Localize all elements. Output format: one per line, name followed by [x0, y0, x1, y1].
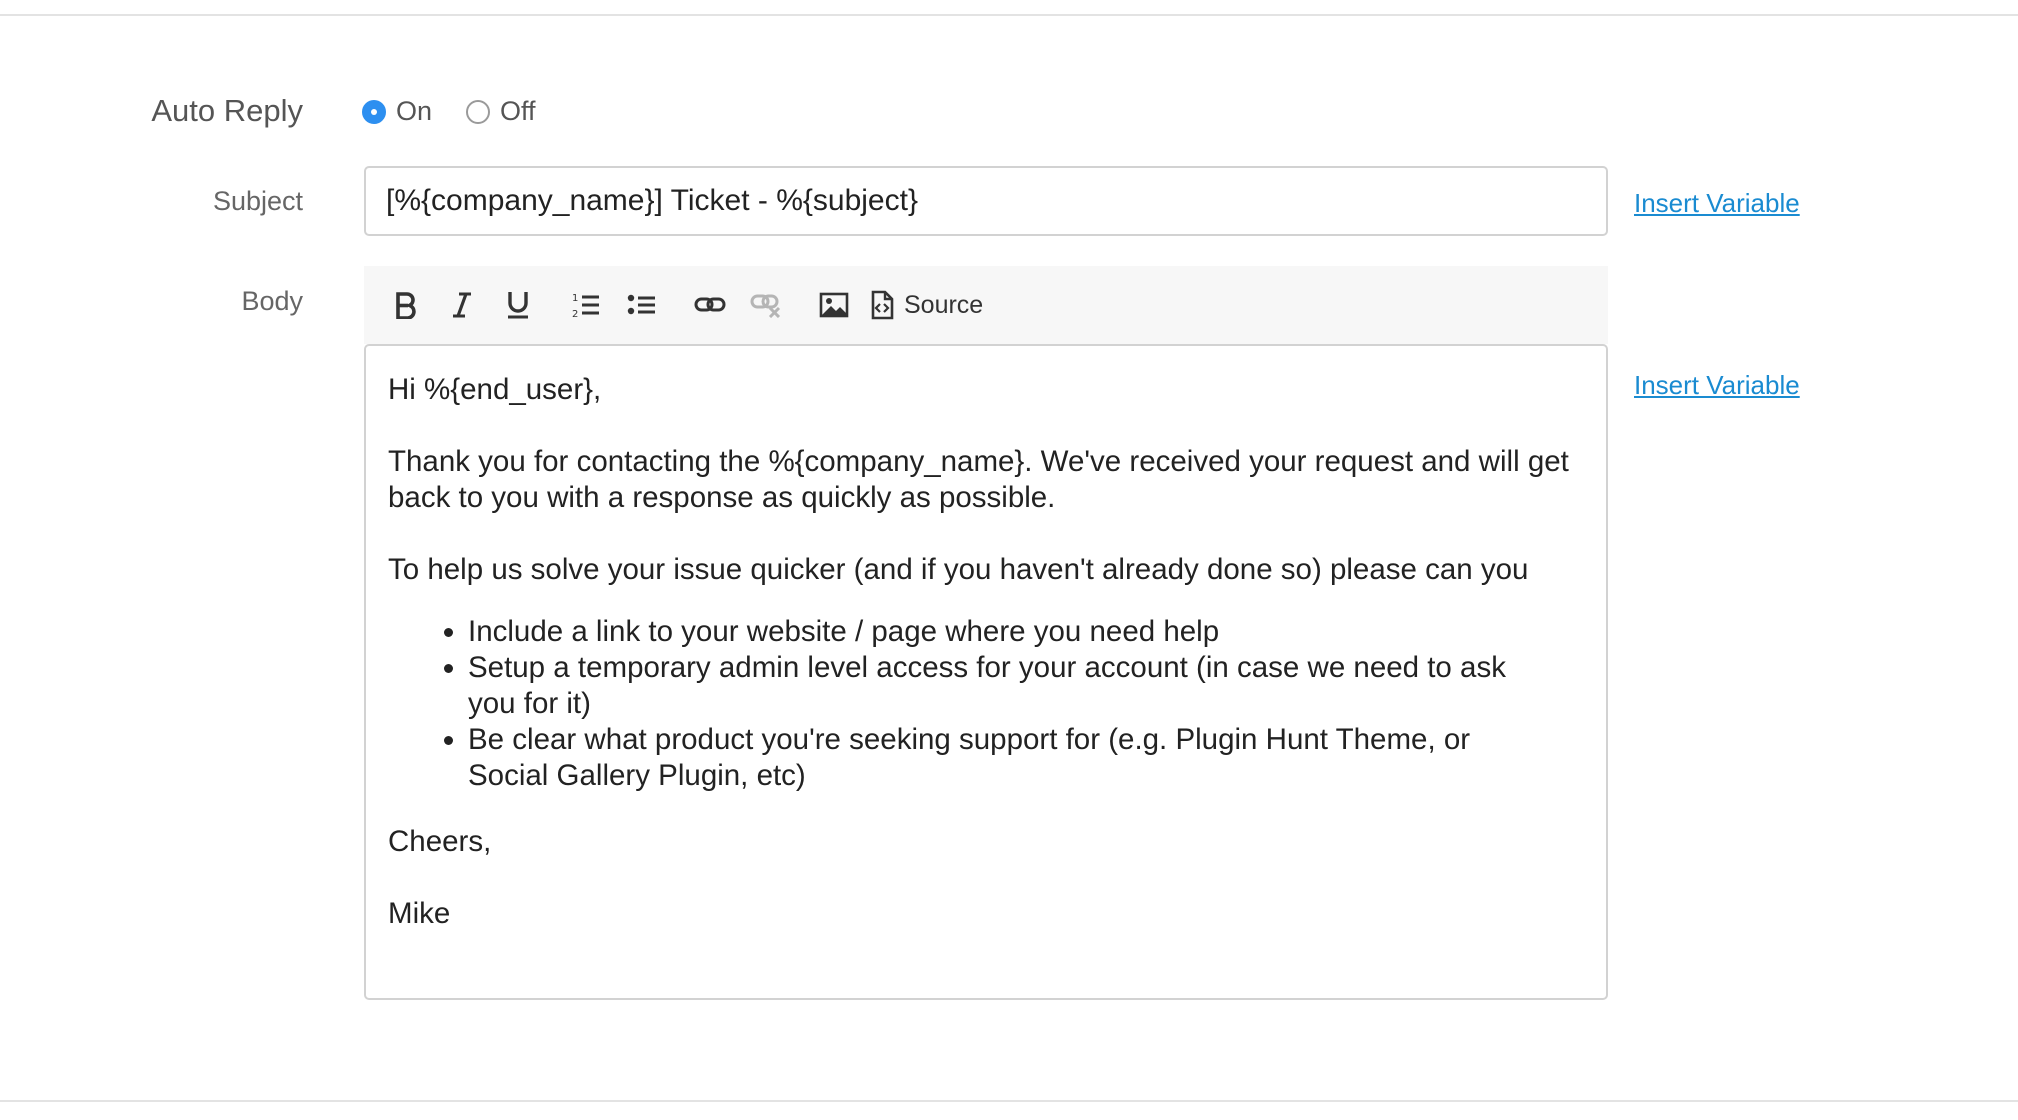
- image-icon: [819, 292, 849, 318]
- numbered-list-icon: [571, 291, 601, 319]
- bulleted-list-button[interactable]: [622, 283, 662, 327]
- auto-reply-label: Auto Reply: [151, 93, 303, 128]
- body-label: Body: [241, 286, 303, 316]
- bold-button[interactable]: [386, 283, 426, 327]
- link-button[interactable]: [690, 283, 730, 327]
- radio-selected-icon: [362, 100, 386, 124]
- auto-reply-on-radio[interactable]: [362, 96, 432, 127]
- body-greeting: Hi %{end_user},: [388, 373, 602, 406]
- bottom-divider: [0, 1100, 2018, 1102]
- top-divider: [0, 14, 2018, 16]
- subject-insert-variable-link[interactable]: Insert Variable: [1634, 188, 1800, 218]
- list-item: • Be clear what product you're seeking support for (e.g. Plugin Hunt Theme, or Social Gallery Plugin, etc): [468, 722, 1518, 794]
- subject-input[interactable]: [364, 166, 1608, 236]
- auto-reply-on-label: On: [396, 96, 433, 126]
- body-editor[interactable]: [364, 344, 1608, 1000]
- italic-icon: [450, 291, 474, 319]
- svg-text:1: 1: [572, 293, 579, 304]
- underline-icon: [505, 290, 531, 320]
- body-paragraph: To help us solve your issue quicker (and if you haven't already done so) please can you: [388, 553, 1529, 586]
- link-icon: [694, 295, 726, 315]
- auto-reply-off-radio[interactable]: [466, 96, 536, 127]
- body-paragraph: Thank you for contacting the %{company_name}. We've received your request and will get back to you with a response as quickly as possible.: [388, 445, 1569, 514]
- body-bullet-list: [388, 614, 1518, 794]
- bold-icon: [394, 291, 418, 319]
- image-button[interactable]: [814, 283, 854, 327]
- italic-button[interactable]: [442, 283, 482, 327]
- source-icon: [870, 290, 894, 320]
- body-signoff: Cheers,: [388, 825, 492, 858]
- svg-text:2: 2: [572, 309, 579, 319]
- auto-reply-off-label: Off: [500, 96, 536, 126]
- subject-label: Subject: [212, 186, 303, 216]
- body-signature: Mike: [388, 897, 451, 930]
- underline-button[interactable]: [498, 283, 538, 327]
- unlink-button[interactable]: [746, 283, 786, 327]
- source-label: Source: [904, 290, 984, 319]
- list-item: • Setup a temporary admin level access for your account (in case we need to ask you for it): [468, 650, 1518, 722]
- radio-unselected-icon: [466, 100, 490, 124]
- numbered-list-button[interactable]: [566, 283, 606, 327]
- auto-reply-radio-group: [362, 96, 570, 127]
- source-button[interactable]: [870, 283, 983, 327]
- bulleted-list-icon: [627, 291, 657, 319]
- list-item: • Include a link to your website / page where you need help: [468, 614, 1518, 650]
- body-insert-variable-link[interactable]: Insert Variable: [1634, 370, 1800, 400]
- editor-toolbar: [364, 266, 1608, 344]
- unlink-icon: [750, 292, 782, 318]
